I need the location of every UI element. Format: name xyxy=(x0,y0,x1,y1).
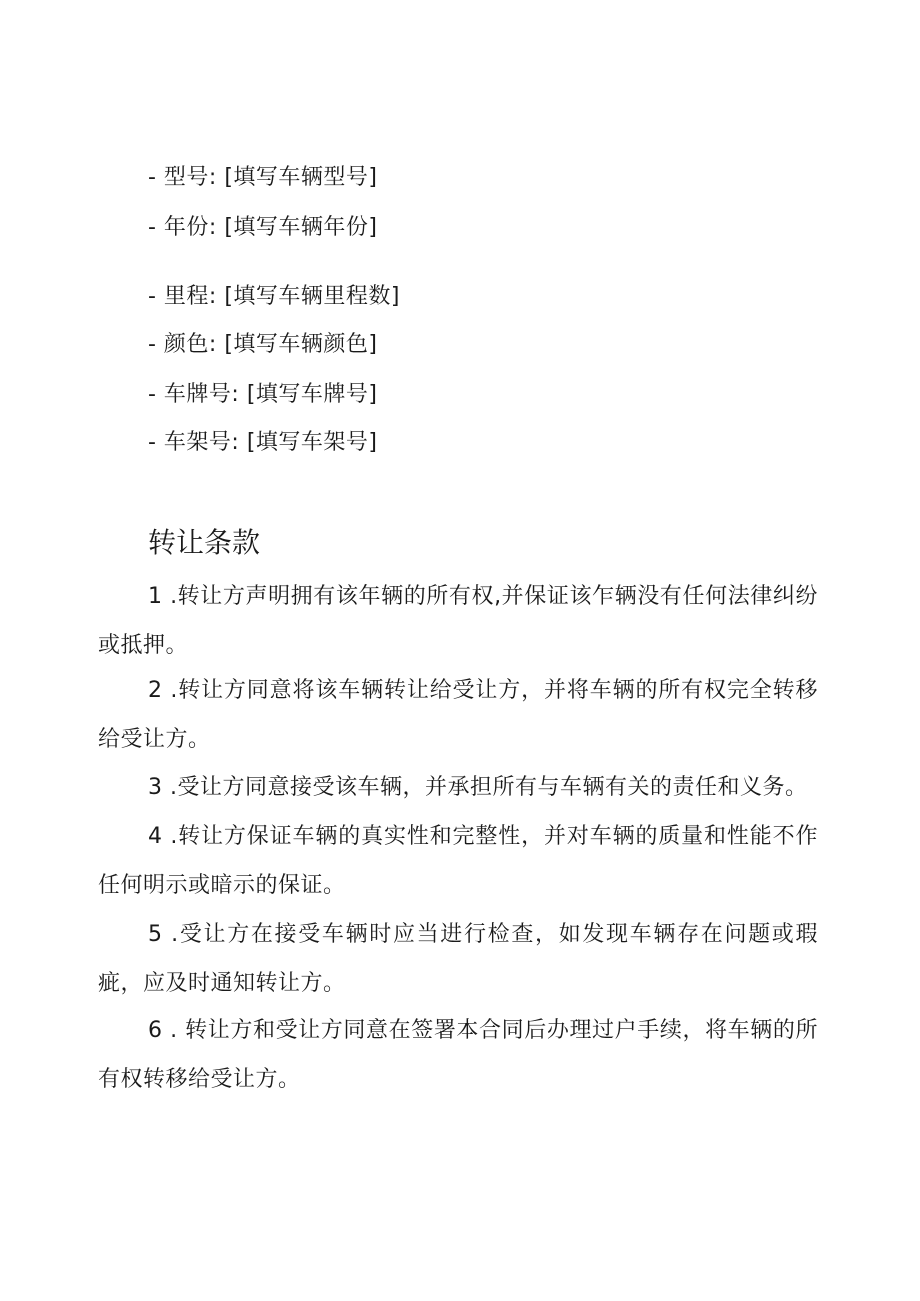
vehicle-vin-line: - 车架号: [填写车架号] xyxy=(148,430,378,455)
clause-2: 2 .转让方同意将该车辆转让给受让方，并将车辆的所有权完全转移给受让方。 xyxy=(98,678,818,752)
vehicle-mileage-line: - 里程: [填写车辆里程数] xyxy=(148,284,401,309)
vehicle-plate-line: - 车牌号: [填写车牌号] xyxy=(148,382,378,407)
section-title: 转让条款 xyxy=(148,526,261,559)
clause-3: 3 .受让方同意接受该车辆，并承担所有与车辆有关的责任和义务。 xyxy=(148,775,808,800)
vehicle-model-line: - 型号: [填写车辆型号] xyxy=(148,165,378,190)
clause-5: 5 .受让方在接受车辆时应当进行检查，如发现车辆存在问题或瑕疵，应及时通知转让方。 xyxy=(98,922,818,996)
vehicle-year-line: - 年份: [填写车辆年份] xyxy=(148,215,378,240)
clause-4: 4 .转让方保证车辆的真实性和完整性，并对车辆的质量和性能不作任何明示或暗示的保证。 xyxy=(98,824,818,898)
clause-1: 1 .转让方声明拥有该年辆的所有权,并保证该乍辆没有任何法律纠纷或抵押。 xyxy=(98,584,818,658)
vehicle-color-line: - 颜色: [填写车辆颜色] xyxy=(148,332,378,357)
clause-6: 6 . 转让方和受让方同意在签署本合同后办理过户手续，将车辆的所有权转移给受让方。 xyxy=(98,1018,818,1092)
